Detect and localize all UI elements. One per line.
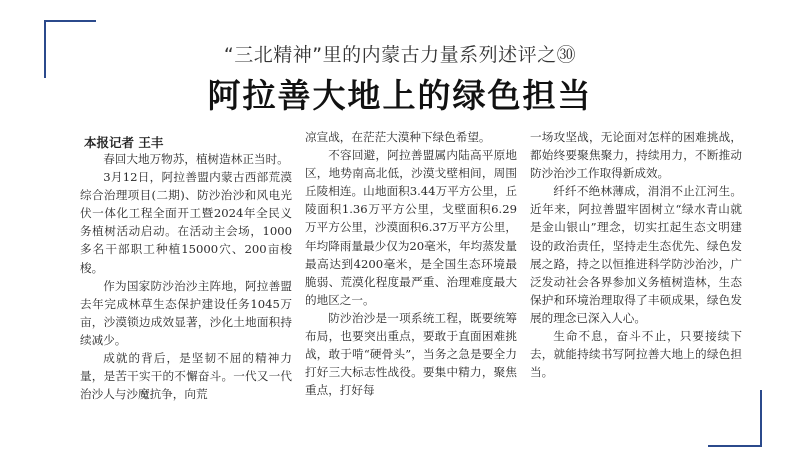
article-column-1 <box>80 150 292 403</box>
corner-frame-top-left-rule <box>44 20 96 22</box>
corner-frame-bottom-right-rule <box>708 445 762 447</box>
paragraph: 纤纤不绝林薄成，涓涓不止江河生。近年来，阿拉善盟牢固树立“绿水青山就是金山银山”理念，切实扛起生态文明建设的政治责任，坚持走生态优先、绿色发展之路，持之以恒推进科学防沙治沙，广泛发动社会各界参加义务植树造林，生态保护和环境治理取得了丰硕成果，绿色发展的理念已深入人心。 <box>530 184 742 325</box>
series-kicker: “三北精神”里的内蒙古力量系列述评之㉚ <box>223 44 577 66</box>
paragraph: 不容回避，阿拉善盟属内陆高平原地区，地势南高北低，沙漠戈壁相间，周围丘陵相连。山地面积3.44万平方公里，丘陵面积1.36万平方公里，戈壁面积6.29万平方公里，沙漠面积6.37万平方公里，年均降雨量最少仅为20毫米，年均蒸发量最高达到4200毫米，是全国生态环境最脆弱、荒漠化程度最严重、治理难度最大的地区之一。 <box>305 148 517 307</box>
paragraph: 防沙治沙是一项系统工程，既要统筹布局，也要突出重点，要敢于直面困难挑战，敢于啃“硬骨头”，当务之急是要全力打好三大标志性战役。要集中精力，聚焦重点，打好每 <box>305 310 517 398</box>
article-column-2 <box>305 128 517 399</box>
byline: 本报记者 王丰 <box>84 135 164 150</box>
article-column-3 <box>530 128 742 381</box>
headline: 阿拉善大地上的绿色担当 <box>207 76 593 115</box>
paragraph: 生命不息，奋斗不止，只要接续下去，就能持续书写阿拉善大地上的绿色担当。 <box>530 329 742 380</box>
paragraph: 3月12日，阿拉善盟内蒙古西部荒漠综合治理项目(二期)、防沙治沙和风电光伏一体化工程全面开工暨2024年全民义务植树活动启动。在活动主会场，1000多名干部职工种植15000穴、200亩梭梭。 <box>80 170 292 275</box>
paragraph: 成就的背后，是坚韧不屈的精神力量，是苦干实干的不懈奋斗。一代又一代治沙人与沙魔抗争，向荒 <box>80 351 292 402</box>
paragraph: 作为国家防沙治沙主阵地，阿拉善盟去年完成林草生态保护建设任务1045万亩，沙漠锁边成效显著，沙化土地面积持续减少。 <box>80 278 292 347</box>
paragraph: 春回大地万物苏，植树造林正当时。 <box>103 152 289 166</box>
paragraph-continued: 凉宣战，在茫茫大漠种下绿色希望。 <box>305 130 491 144</box>
paragraph-continued: 一场攻坚战，无论面对怎样的困难挑战，都始终要聚焦聚力，持续用力，不断推动防沙治沙工作取得新成效。 <box>530 130 742 181</box>
corner-frame-bottom-right <box>760 390 762 445</box>
